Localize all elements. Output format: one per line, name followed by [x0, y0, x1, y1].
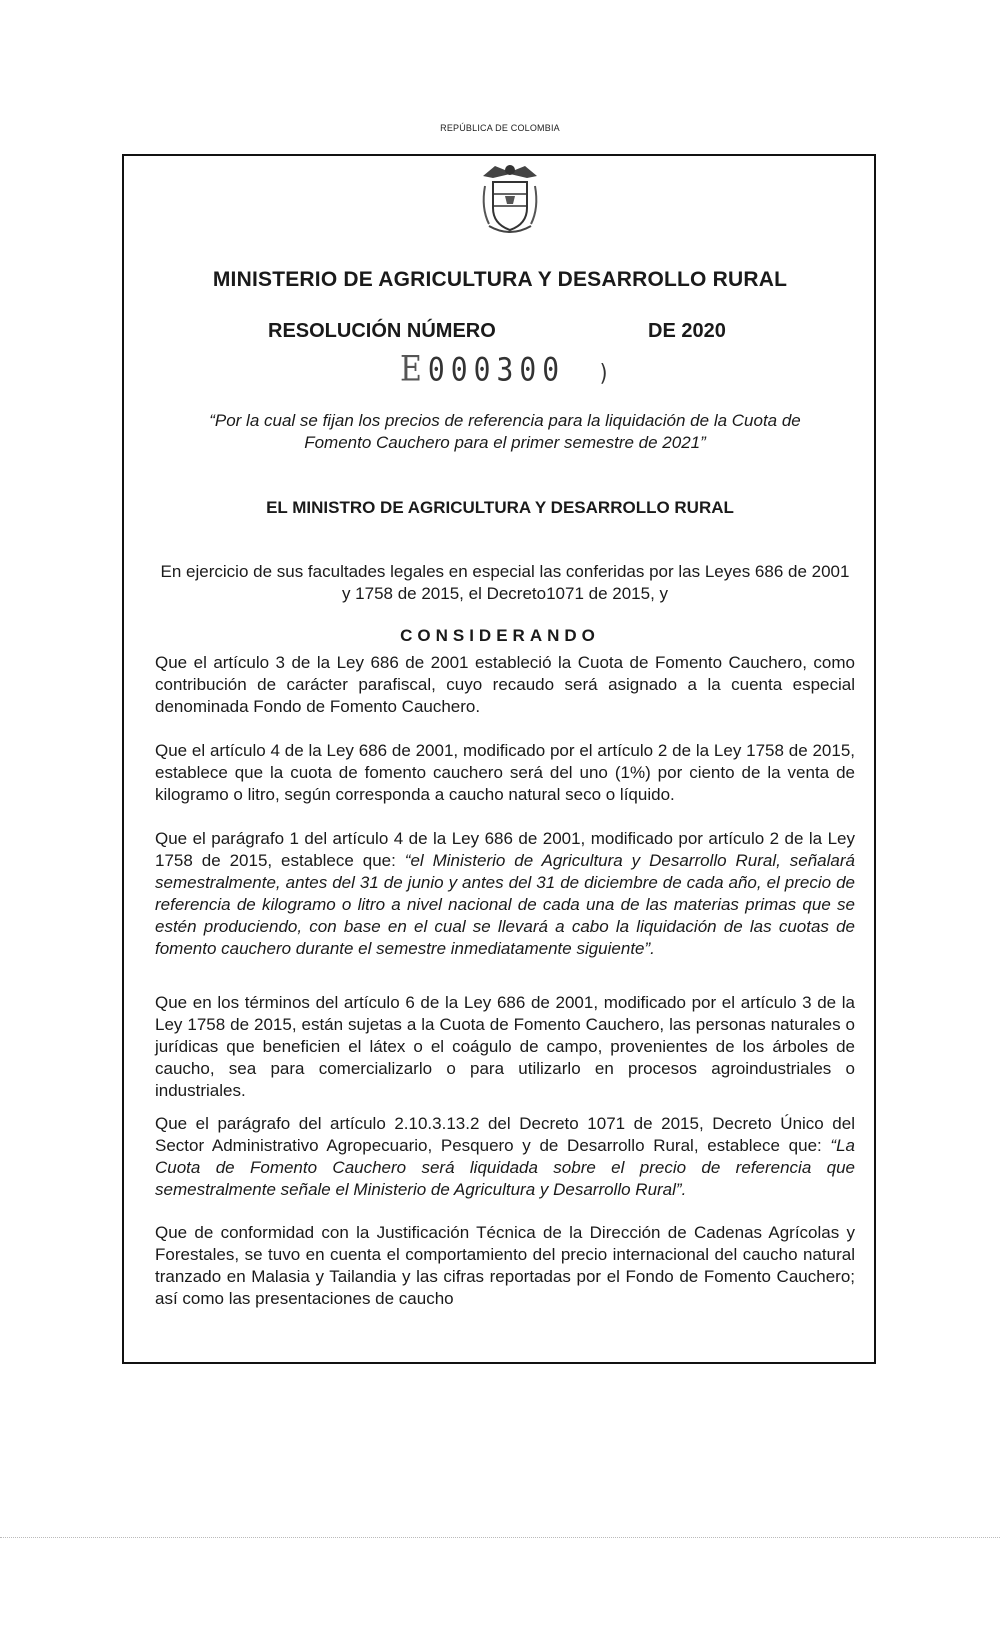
- minister-heading: EL MINISTRO DE AGRICULTURA Y DESARROLLO RURAL: [266, 498, 734, 517]
- coat-of-arms-icon: [475, 158, 545, 238]
- resolution-year: DE 2020: [648, 320, 726, 342]
- paragraph-text: Que en los términos del artículo 6 de la Ley 686 de 2001, modificado por el artículo 3 de la Ley 1758 de 2015, están sujetas a la Cuota de Fomento Cauchero, las personas naturales o jurídicas que beneficien el látex o el coágulo de campo, provenientes de los árboles de caucho, sea para comercializarlo o para utilizarlo en procesos agroindustriales o industriales.: [155, 993, 855, 1100]
- paragraph-text: Que el parágrafo del artículo 2.10.3.13.2 del Decreto 1071 de 2015, Decreto Único del Sector Administrativo Agropecuario, Pesquero y de Desarrollo Rural, establece que:: [155, 1114, 855, 1155]
- paragraph-text: Que de conformidad con la Justificación Técnica de la Dirección de Cadenas Agrícolas y Forestales, se tuvo en cuenta el comportamiento del precio internacional del caucho natural tranzado en Malasia y Tailandia y las cifras reportadas por el Fondo de Fomento Cauchero; así como las presentaciones de caucho: [155, 1223, 855, 1308]
- handwritten-prefix: E: [400, 349, 428, 390]
- paragraph: [155, 992, 855, 1102]
- country-header: REPÚBLICA DE COLOMBIA: [440, 123, 560, 133]
- closing-mark: ): [597, 358, 616, 387]
- resolution-number-stamp: [400, 349, 616, 389]
- paragraph-quote: “La Cuota de Fomento Cauchero será liquidada sobre el precio de referencia que semestralmente señale el Ministerio de Agricultura y Desarrollo Rural”.: [155, 1136, 855, 1199]
- paragraph: [155, 1113, 855, 1201]
- paragraph: [155, 1222, 855, 1310]
- considerando-heading: CONSIDERANDO: [400, 626, 600, 645]
- paragraph-text: Que el parágrafo 1 del artículo 4 de la Ley 686 de 2001, modificado por artículo 2 de la Ley 1758 de 2015, establece que:: [155, 829, 855, 870]
- paragraph: [155, 740, 855, 806]
- resolution-number: 000300: [427, 350, 566, 389]
- paragraph-text: Que el artículo 4 de la Ley 686 de 2001, modificado por el artículo 2 de la Ley 1758 de 2015, establece que la cuota de fomento cauchero será del uno (1%) por ciento de la venta de kilogramo o litro, según corresponda a caucho natural seco o líquido.: [155, 741, 855, 804]
- ministry-heading: MINISTERIO DE AGRICULTURA Y DESARROLLO RURAL: [212, 268, 788, 291]
- paragraph-quote: “el Ministerio de Agricultura y Desarrollo Rural, señalará semestralmente, antes del 31 de junio y antes del 31 de diciembre de cada año, el precio de referencia de kilogramo o litro a nivel nacional de cada una de las materias primas que se estén produciendo, con base en el cual se llevará a cabo la liquidación de las cuotas de fomento cauchero durante el semestre inmediatamente siguiente”.: [155, 851, 855, 958]
- resolution-label: RESOLUCIÓN NÚMERO: [268, 320, 496, 342]
- page-divider: [0, 1537, 1000, 1538]
- paragraph-text: Que el artículo 3 de la Ley 686 de 2001 estableció la Cuota de Fomento Cauchero, como contribución de carácter parafiscal, cuyo recaudo será asignado a la cuenta especial denominada Fondo de Fomento Cauchero.: [155, 653, 855, 716]
- paragraph: [155, 828, 855, 960]
- preamble: En ejercicio de sus facultades legales en especial las conferidas por las Leyes 686 de 2001 y 1758 de 2015, el Decreto1071 de 2015, y: [160, 562, 850, 603]
- resolution-title: “Por la cual se fijan los precios de referencia para la liquidación de la Cuota de Fomento Cauchero para el primer semestre de 2021”: [209, 411, 801, 452]
- paragraph: [155, 652, 855, 718]
